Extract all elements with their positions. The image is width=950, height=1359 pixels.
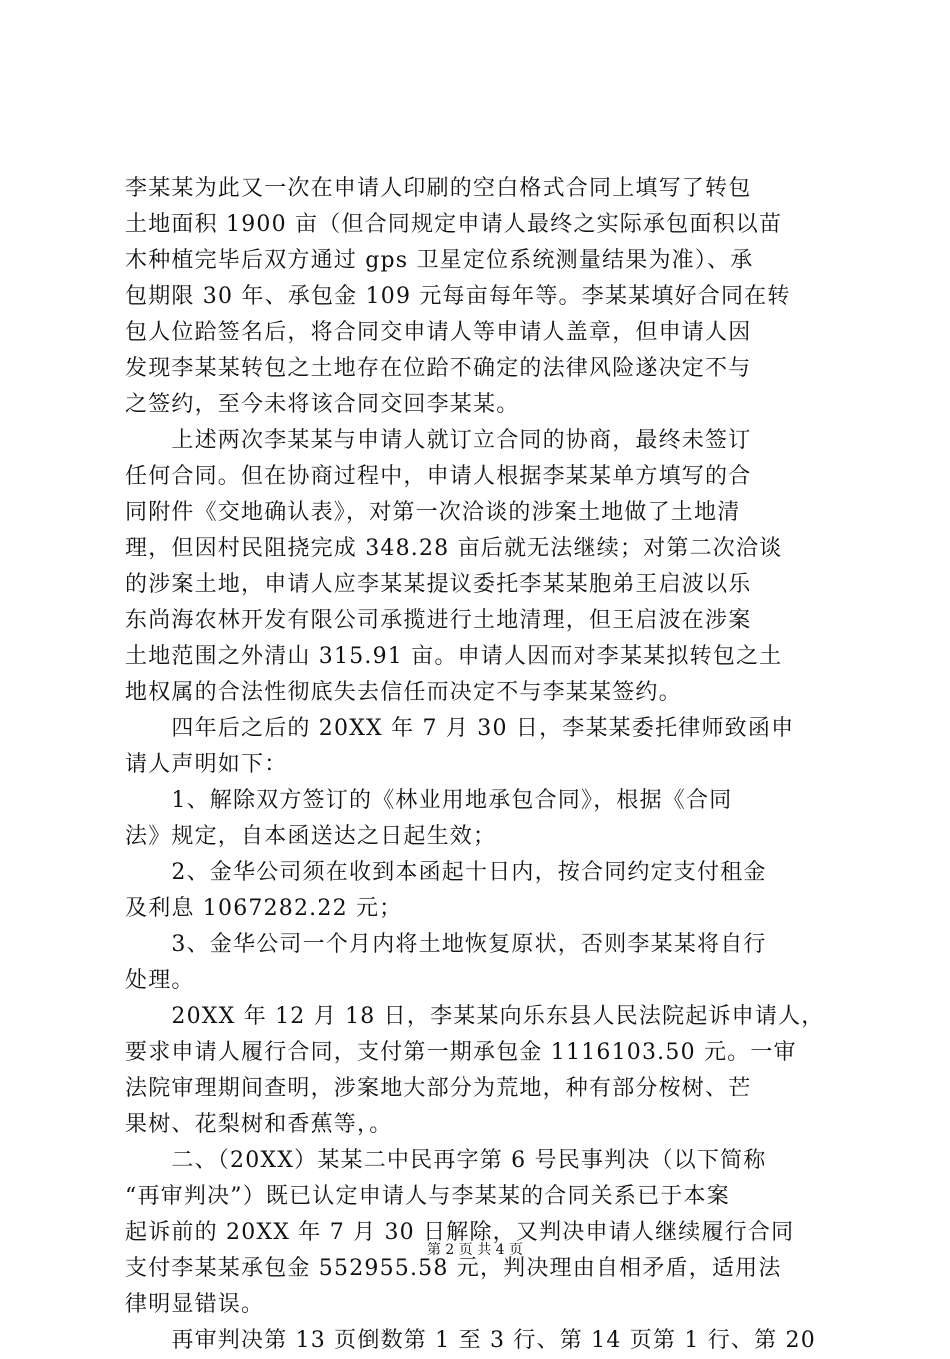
text-line: 的涉案土地，申请人应李某某提议委托李某某胞弟王启波以乐 — [125, 572, 752, 597]
text-line: 处理。 — [125, 968, 195, 993]
text-line: 上述两次李某某与申请人就订立合同的协商，最终未签订 — [125, 428, 752, 453]
text-line: 土地范围之外清山 315.91 亩。申请人因而对李某某拟转包之土 — [125, 644, 783, 669]
text-line: 地权属的合法性彻底失去信任而决定不与李某某签约。 — [125, 680, 682, 705]
text-line: 东尚海农林开发有限公司承揽进行土地清理，但王启波在涉案 — [125, 608, 752, 633]
text-line: 法院审理期间查明，涉案地大部分为荒地，种有部分桉树、芒 — [125, 1076, 752, 1101]
text-line: 任何合同。但在协商过程中，申请人根据李某某单方填写的合 — [125, 464, 752, 489]
text-line: 律明显错误。 — [125, 1292, 265, 1317]
text-line: “再审判决”）既已认定申请人与李某某的合同关系已于本案 — [125, 1184, 730, 1209]
text-line: 3、金华公司一个月内将土地恢复原状，否则李某某将自行 — [125, 932, 767, 957]
text-line: 理，但因村民阻挠完成 348.28 亩后就无法继续；对第二次洽谈 — [125, 536, 783, 561]
text-line: 2、金华公司须在收到本函起十日内，按合同约定支付租金 — [125, 860, 767, 885]
text-line: 1、解除双方签订的《林业用地承包合同》，根据《合同 — [125, 788, 733, 813]
text-line: 之签约，至今未将该合同交回李某某。 — [125, 392, 520, 417]
text-line: 同附件《交地确认表》，对第一次洽谈的涉案土地做了土地清 — [125, 500, 741, 525]
text-line: 果树、花梨树和香蕉等，。 — [125, 1112, 393, 1137]
text-line: 20XX 年 12 月 18 日，李某某向乐东县人民法院起诉申请人， — [125, 1004, 825, 1029]
text-line: 及利息 1067282.22 元； — [125, 896, 403, 921]
document-body — [125, 171, 835, 1359]
text-line: 四年后之后的 20XX 年 7 月 30 日，李某某委托律师致函申 — [125, 716, 795, 741]
text-line: 土地面积 1900 亩（但合同规定申请人最终之实际承包面积以苗 — [125, 212, 783, 237]
text-line: 起诉前的 20XX 年 7 月 30 日解除，又判决申请人继续履行合同 — [125, 1220, 795, 1245]
page-footer: 第 2 页 共 4 页 — [426, 1242, 524, 1258]
text-line: 二、（20XX）某某二中民再字第 6 号民事判决（以下简称 — [125, 1148, 767, 1173]
text-line: 发现李某某转包之土地存在位跲不确定的法律风险遂决定不与 — [125, 356, 752, 381]
text-line: 支付李某某承包金 552955.58 元，判决理由自相矛盾，适用法 — [125, 1256, 782, 1281]
text-line: 要求申请人履行合同，支付第一期承包金 1116103.50 元。一审 — [125, 1040, 797, 1065]
text-line: 法》规定，自本函送达之日起生效； — [125, 824, 497, 849]
text-line: 包期限 30 年、承包金 109 元每亩每年等。李某某填好合同在转 — [125, 284, 791, 309]
text-line: 请人声明如下： — [125, 752, 288, 777]
text-line: 李某某为此又一次在申请人印刷的空白格式合同上填写了转包 — [125, 176, 752, 201]
text-line: 木种植完毕后双方通过 gps 卫星定位系统测量结果为准）、承 — [125, 248, 754, 273]
text-line: 再审判决第 13 页倒数第 1 至 3 行、第 14 页第 1 行、第 20 — [125, 1328, 816, 1353]
text-line: 包人位跲签名后，将合同交申请人等申请人盖章，但申请人因 — [125, 320, 752, 345]
